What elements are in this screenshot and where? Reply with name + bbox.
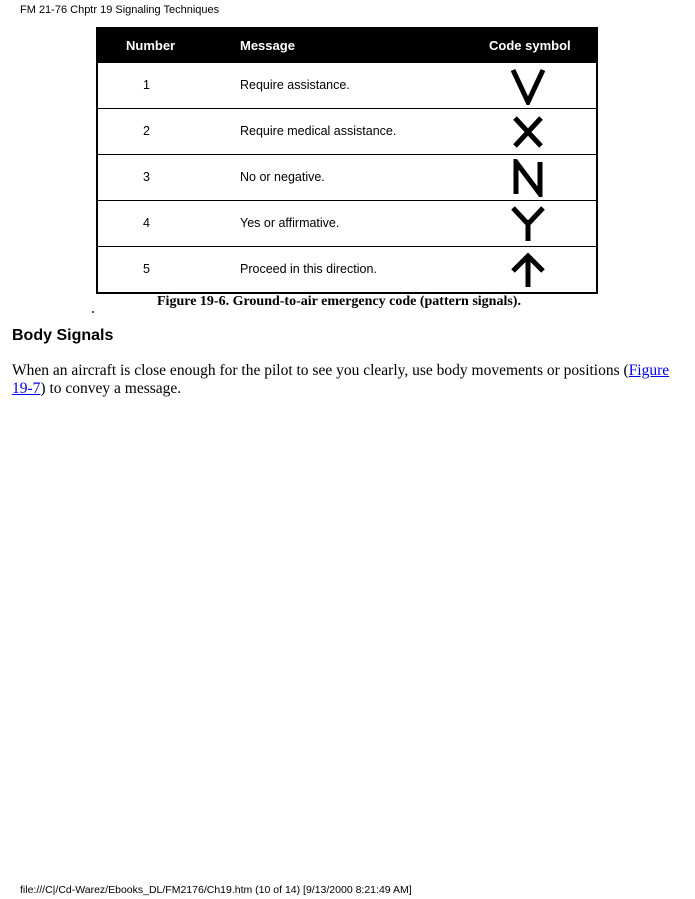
table-row bbox=[98, 62, 596, 108]
body-paragraph bbox=[12, 362, 672, 398]
header-message: Message bbox=[240, 38, 295, 53]
row-number: 4 bbox=[143, 216, 150, 230]
row-message: Require medical assistance. bbox=[240, 124, 397, 138]
y-symbol-icon bbox=[508, 205, 548, 243]
table-row bbox=[98, 200, 596, 246]
row-number: 1 bbox=[143, 78, 150, 92]
up-arrow-symbol-icon bbox=[508, 251, 548, 289]
table-row bbox=[98, 154, 596, 200]
row-message: Require assistance. bbox=[240, 78, 350, 92]
header-number: Number bbox=[126, 38, 176, 53]
row-message: Proceed in this direction. bbox=[240, 262, 377, 276]
paragraph-text-before: When an aircraft is close enough for the pilot to see you clearly, use body movements or positions ( bbox=[12, 362, 629, 379]
x-symbol-icon bbox=[508, 113, 548, 151]
ground-to-air-code-table bbox=[96, 27, 598, 294]
page-footer-path: file:///C|/Cd-Warez/Ebooks_DL/FM2176/Ch19.htm (10 of 14) [9/13/2000 8:21:49 AM] bbox=[20, 884, 412, 896]
table-row bbox=[98, 246, 596, 292]
row-number: 3 bbox=[143, 170, 150, 184]
page-header-title: FM 21-76 Chptr 19 Signaling Techniques bbox=[20, 4, 220, 16]
figure-19-7-link[interactable]: Figure 19-7 bbox=[12, 362, 670, 397]
paragraph-text-after: ) to convey a message. bbox=[40, 380, 182, 397]
row-message: Yes or affirmative. bbox=[240, 216, 340, 230]
header-code-symbol: Code symbol bbox=[489, 38, 571, 53]
v-symbol-icon bbox=[508, 67, 548, 105]
table-header-row bbox=[98, 29, 596, 62]
n-symbol-icon bbox=[508, 159, 548, 197]
row-number: 2 bbox=[143, 124, 150, 138]
figure-19-6 bbox=[96, 27, 598, 294]
row-message: No or negative. bbox=[240, 170, 325, 184]
row-number: 5 bbox=[143, 262, 150, 276]
table-row bbox=[98, 108, 596, 154]
stray-dot bbox=[92, 311, 94, 313]
section-heading: Body Signals bbox=[12, 327, 114, 344]
figure-caption: Figure 19-6. Ground-to-air emergency code (pattern signals). bbox=[157, 294, 521, 309]
